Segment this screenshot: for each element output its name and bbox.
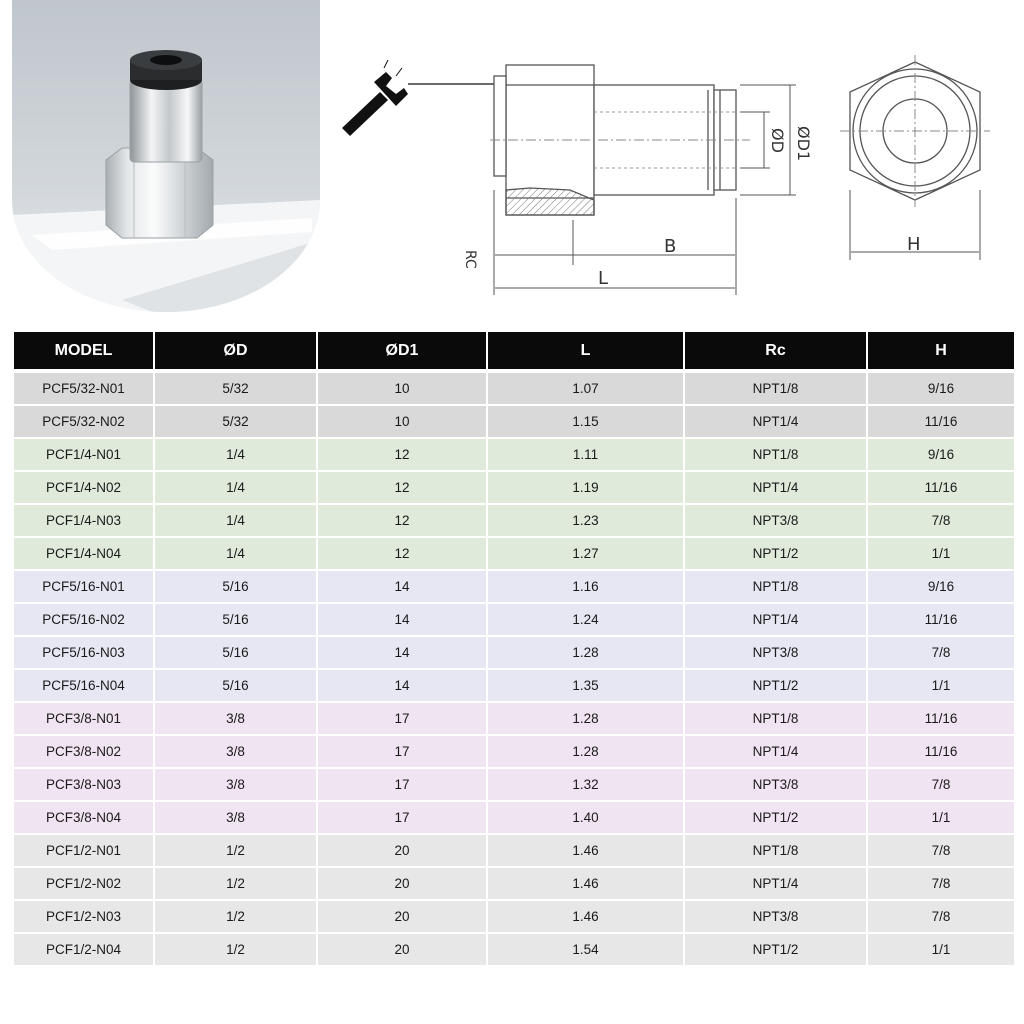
cell-rc: NPT1/8: [685, 439, 866, 472]
cell-d1: 20: [318, 835, 486, 868]
cell-rc: NPT1/2: [685, 934, 866, 967]
cell-rc: NPT1/2: [685, 670, 866, 703]
table-row: [14, 934, 1014, 967]
table-row: [14, 373, 1014, 406]
cell-model: PCF3/8-N03: [14, 769, 153, 802]
cell-d: 1/2: [155, 835, 316, 868]
dim-label-d: ØD: [768, 128, 787, 153]
cell-d: 3/8: [155, 703, 316, 736]
cell-model: PCF3/8-N04: [14, 802, 153, 835]
cell-h: 11/16: [868, 406, 1014, 439]
dim-label-d1: ØD1: [794, 126, 813, 162]
column-header-h: H: [868, 332, 1014, 373]
cell-d: 3/8: [155, 736, 316, 769]
cell-h: 1/1: [868, 670, 1014, 703]
cell-l: 1.19: [488, 472, 683, 505]
cell-model: PCF5/16-N01: [14, 571, 153, 604]
table-row: [14, 670, 1014, 703]
cell-h: 7/8: [868, 901, 1014, 934]
cell-l: 1.35: [488, 670, 683, 703]
cell-model: PCF5/32-N02: [14, 406, 153, 439]
cell-l: 1.46: [488, 835, 683, 868]
table-row: [14, 868, 1014, 901]
table-header-row: [14, 332, 1014, 373]
cell-l: 1.46: [488, 901, 683, 934]
cell-d1: 14: [318, 604, 486, 637]
cell-model: PCF5/16-N02: [14, 604, 153, 637]
cell-d1: 12: [318, 505, 486, 538]
cell-h: 7/8: [868, 835, 1014, 868]
cell-model: PCF1/4-N04: [14, 538, 153, 571]
cell-d1: 10: [318, 373, 486, 406]
cell-l: 1.28: [488, 703, 683, 736]
cell-rc: NPT1/4: [685, 472, 866, 505]
cell-d: 5/16: [155, 637, 316, 670]
cell-model: PCF5/16-N03: [14, 637, 153, 670]
cell-d1: 12: [318, 472, 486, 505]
table-row: [14, 736, 1014, 769]
cell-model: PCF1/2-N01: [14, 835, 153, 868]
cell-l: 1.23: [488, 505, 683, 538]
cell-d1: 17: [318, 703, 486, 736]
cell-l: 1.15: [488, 406, 683, 439]
cell-rc: NPT3/8: [685, 901, 866, 934]
end-view: [840, 55, 990, 207]
cell-h: 11/16: [868, 703, 1014, 736]
cell-h: 7/8: [868, 505, 1014, 538]
cell-l: 1.27: [488, 538, 683, 571]
cell-d1: 14: [318, 670, 486, 703]
cell-d1: 17: [318, 769, 486, 802]
cell-l: 1.40: [488, 802, 683, 835]
cell-h: 9/16: [868, 571, 1014, 604]
table-row: [14, 802, 1014, 835]
cell-model: PCF1/2-N02: [14, 868, 153, 901]
table-row: [14, 769, 1014, 802]
table-row: [14, 406, 1014, 439]
cell-d: 1/4: [155, 439, 316, 472]
cell-model: PCF3/8-N01: [14, 703, 153, 736]
cell-d1: 20: [318, 868, 486, 901]
cell-d1: 20: [318, 934, 486, 967]
table-row: [14, 472, 1014, 505]
cell-model: PCF1/4-N03: [14, 505, 153, 538]
table-row: [14, 835, 1014, 868]
cell-l: 1.28: [488, 637, 683, 670]
cell-d: 3/8: [155, 802, 316, 835]
cell-d: 1/2: [155, 901, 316, 934]
cell-d1: 12: [318, 538, 486, 571]
cell-rc: NPT3/8: [685, 769, 866, 802]
cell-h: 11/16: [868, 604, 1014, 637]
cell-rc: NPT1/8: [685, 373, 866, 406]
table-row: [14, 703, 1014, 736]
cell-rc: NPT1/4: [685, 406, 866, 439]
cell-d: 1/2: [155, 868, 316, 901]
cell-d1: 12: [318, 439, 486, 472]
column-header-model: MODEL: [14, 332, 153, 373]
cell-rc: NPT1/4: [685, 868, 866, 901]
cell-h: 7/8: [868, 769, 1014, 802]
cell-h: 9/16: [868, 373, 1014, 406]
table-row: [14, 604, 1014, 637]
cell-d1: 14: [318, 637, 486, 670]
cell-rc: NPT3/8: [685, 637, 866, 670]
cell-d1: 17: [318, 736, 486, 769]
dim-label-l: L: [598, 268, 609, 289]
cell-rc: NPT1/2: [685, 538, 866, 571]
cell-model: PCF1/4-N02: [14, 472, 153, 505]
cell-rc: NPT1/4: [685, 736, 866, 769]
cell-model: PCF5/16-N04: [14, 670, 153, 703]
cell-d: 1/4: [155, 538, 316, 571]
technical-drawing: [330, 50, 1024, 310]
column-header-d: ØD: [155, 332, 316, 373]
cell-d1: 20: [318, 901, 486, 934]
cell-l: 1.16: [488, 571, 683, 604]
cell-h: 7/8: [868, 868, 1014, 901]
side-view: [490, 65, 750, 215]
cell-rc: NPT1/8: [685, 571, 866, 604]
cell-model: PCF5/32-N01: [14, 373, 153, 406]
cell-d: 3/8: [155, 769, 316, 802]
cell-h: 11/16: [868, 472, 1014, 505]
cell-d: 5/16: [155, 604, 316, 637]
cell-h: 1/1: [868, 934, 1014, 967]
cell-l: 1.46: [488, 868, 683, 901]
cell-h: 9/16: [868, 439, 1014, 472]
cell-d: 1/2: [155, 934, 316, 967]
cell-d1: 14: [318, 571, 486, 604]
table-row: [14, 538, 1014, 571]
dim-label-b: B: [664, 236, 677, 257]
cell-l: 1.24: [488, 604, 683, 637]
cell-rc: NPT1/8: [685, 835, 866, 868]
cell-model: PCF1/2-N04: [14, 934, 153, 967]
cell-rc: NPT1/2: [685, 802, 866, 835]
cell-rc: NPT1/8: [685, 703, 866, 736]
cell-h: 11/16: [868, 736, 1014, 769]
column-header-rc: Rc: [685, 332, 866, 373]
cell-d: 5/32: [155, 406, 316, 439]
cell-h: 1/1: [868, 802, 1014, 835]
table-body: [14, 373, 1014, 967]
dim-label-h: H: [907, 234, 921, 255]
cell-h: 7/8: [868, 637, 1014, 670]
cell-l: 1.28: [488, 736, 683, 769]
cell-d: 1/4: [155, 472, 316, 505]
cell-d: 5/16: [155, 571, 316, 604]
cell-rc: NPT3/8: [685, 505, 866, 538]
cell-d: 1/4: [155, 505, 316, 538]
cell-model: PCF1/2-N03: [14, 901, 153, 934]
product-photo: [12, 0, 320, 312]
column-header-d1: ØD1: [318, 332, 486, 373]
cell-d1: 10: [318, 406, 486, 439]
table-row: [14, 571, 1014, 604]
table-row: [14, 505, 1014, 538]
cell-l: 1.32: [488, 769, 683, 802]
cell-h: 1/1: [868, 538, 1014, 571]
cell-model: PCF3/8-N02: [14, 736, 153, 769]
dim-label-rc: RC: [462, 250, 478, 269]
cell-d: 5/16: [155, 670, 316, 703]
cell-model: PCF1/4-N01: [14, 439, 153, 472]
cell-d: 5/32: [155, 373, 316, 406]
cell-l: 1.54: [488, 934, 683, 967]
cell-l: 1.11: [488, 439, 683, 472]
table-row: [14, 439, 1014, 472]
table-row: [14, 637, 1014, 670]
table-row: [14, 901, 1014, 934]
cell-d1: 17: [318, 802, 486, 835]
column-header-l: L: [488, 332, 683, 373]
cell-rc: NPT1/4: [685, 604, 866, 637]
spec-table: [12, 332, 1016, 967]
cell-l: 1.07: [488, 373, 683, 406]
wrench-icon: [342, 60, 516, 136]
